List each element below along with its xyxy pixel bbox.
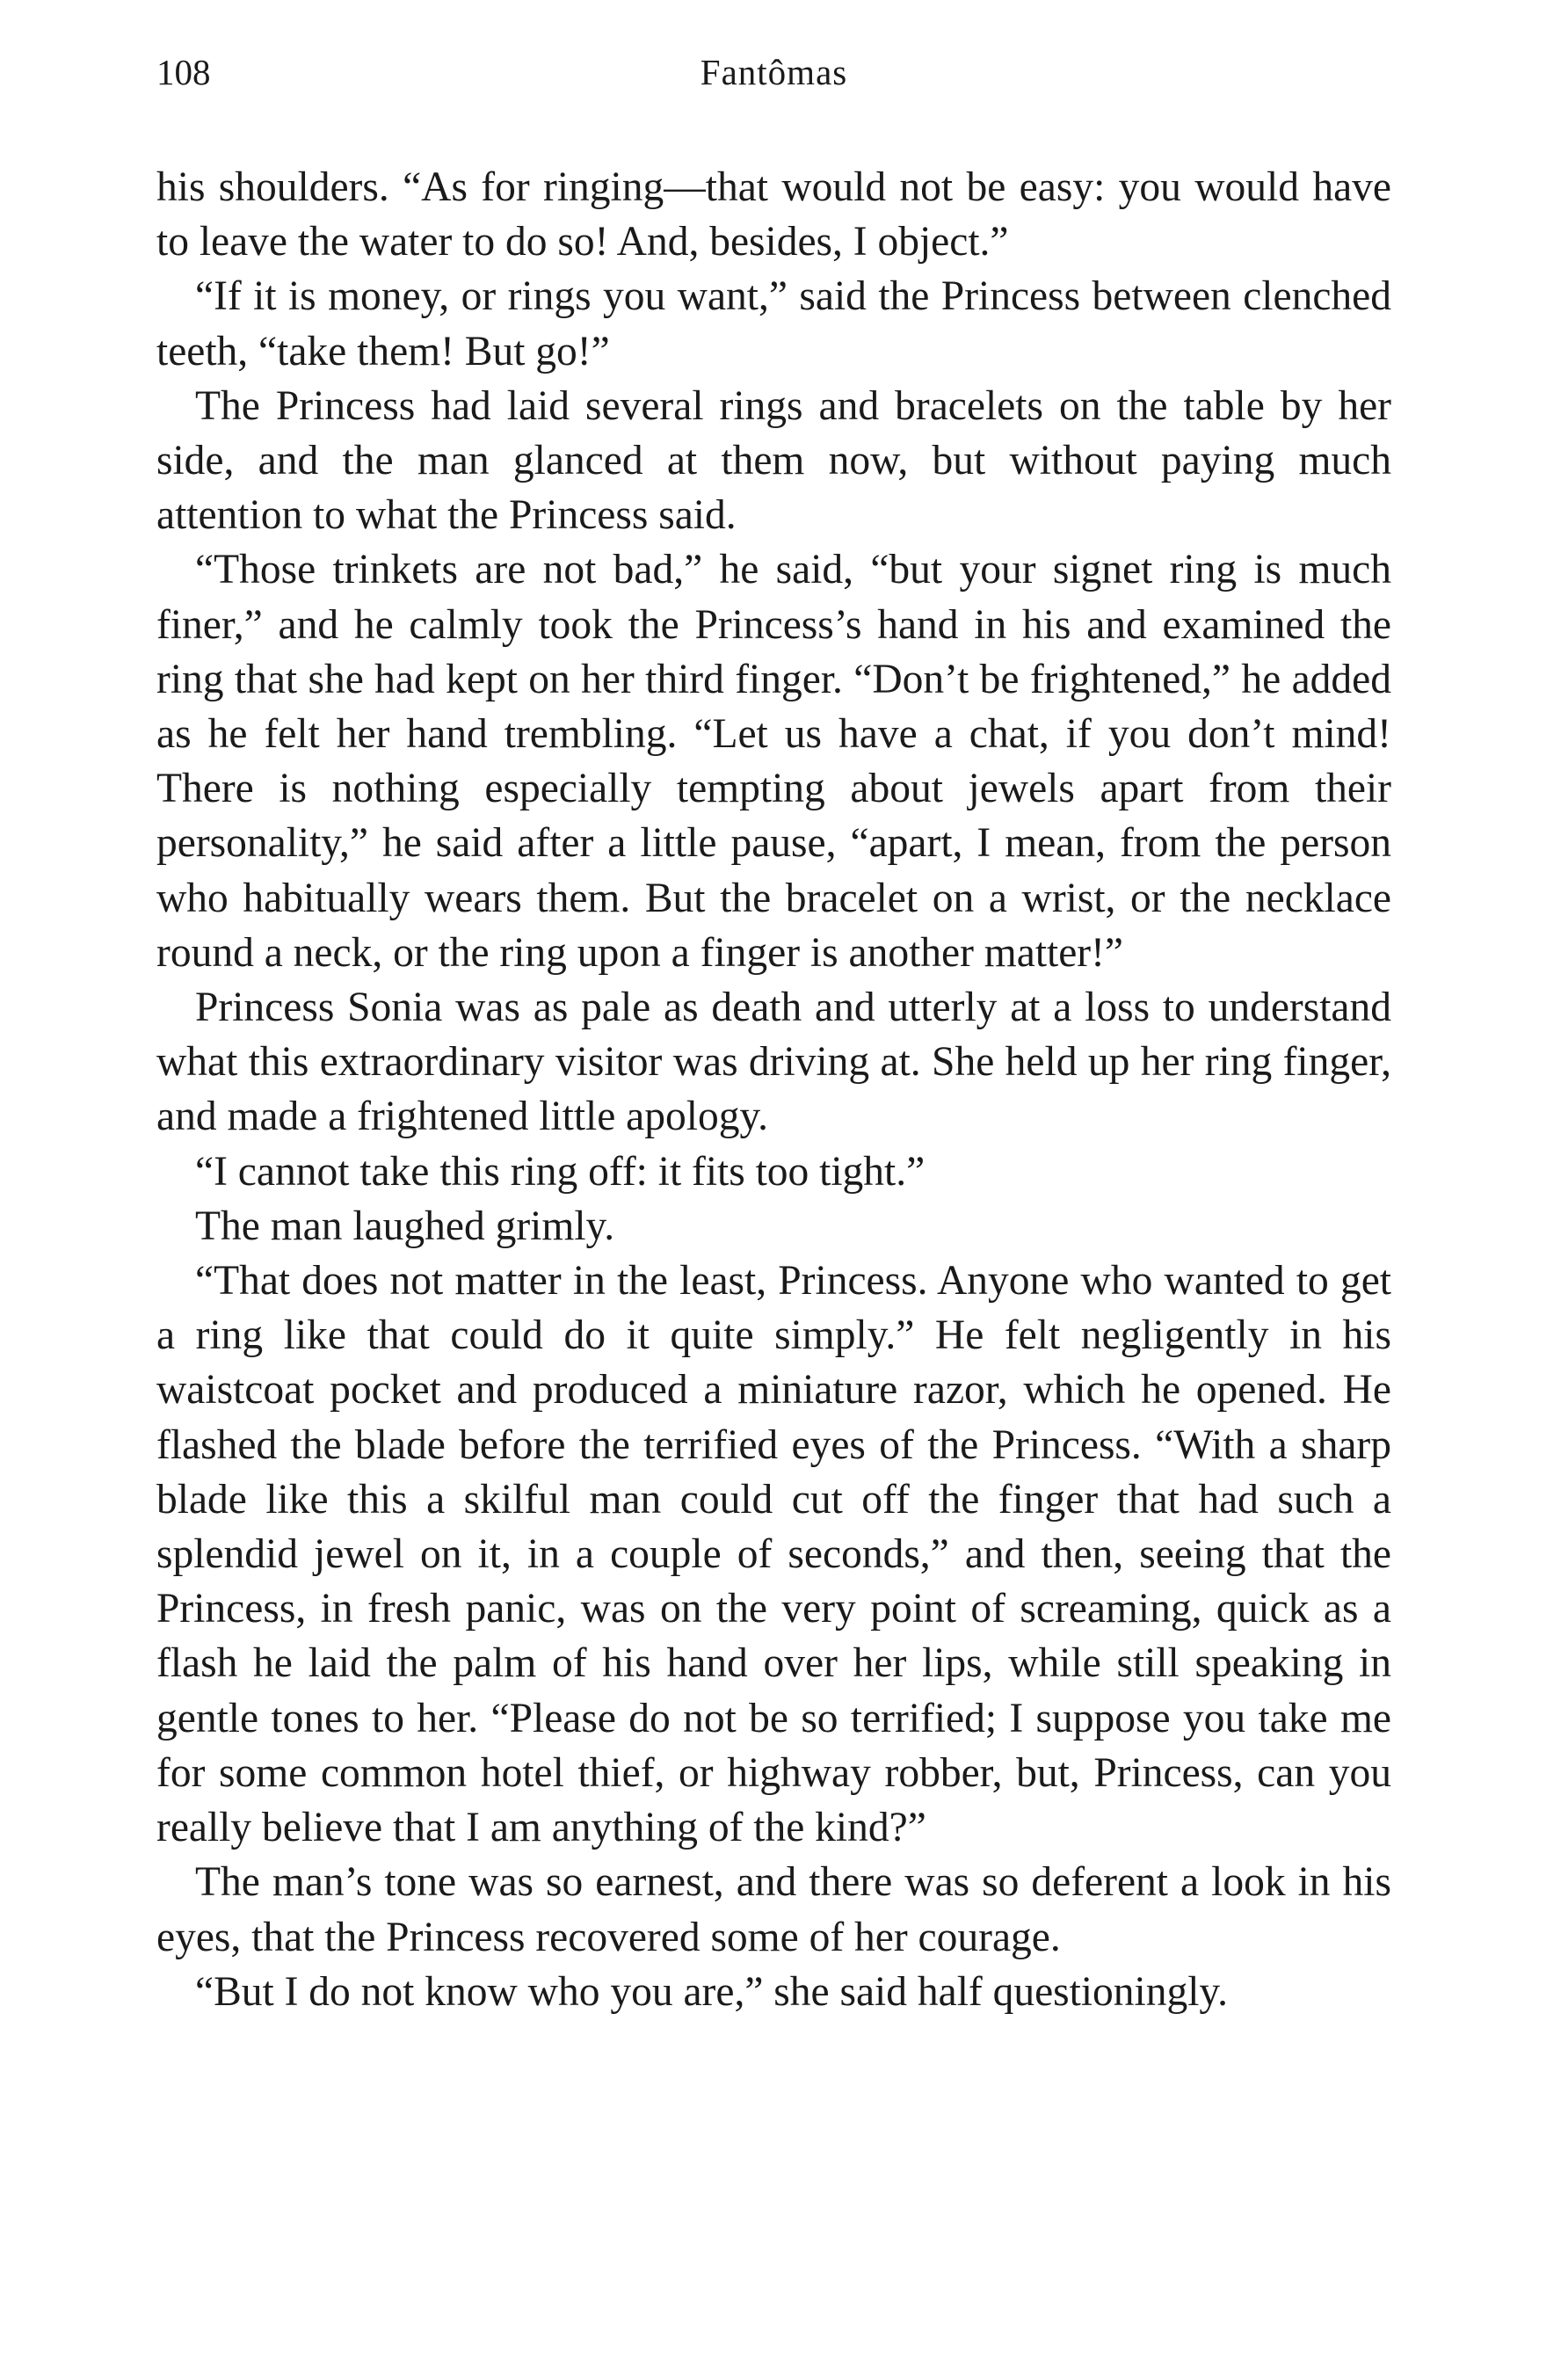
paragraph-2: “If it is money, or rings you want,” said the Princess between clenched teeth, “take them! But go!” bbox=[156, 273, 1391, 374]
paragraph-5: Princess Sonia was as pale as death and utterly at a loss to understand what this extraordinary visitor was driving at. She held up her ring finger, and made a frightened little apology. bbox=[156, 985, 1391, 1140]
paragraph-3: The Princess had laid several rings and bracelets on the table by her side, and the man glanced at them now, but without paying much attention to what the Princess said. bbox=[156, 382, 1391, 539]
body-text bbox=[156, 160, 1391, 2019]
page-header bbox=[156, 46, 1391, 98]
paragraph-6: “I cannot take this ring off: it fits too tight.” bbox=[195, 1148, 926, 1195]
running-title: Fantômas bbox=[700, 52, 848, 92]
paragraph-1: his shoulders. “As for ringing—that would not be easy: you would have to leave the water to do so! And, besides, I object.” bbox=[156, 164, 1391, 265]
paragraph-9: The man’s tone was so earnest, and there was so deferent a look in his eyes, that the Princess recovered some of her courage. bbox=[156, 1859, 1391, 1960]
paragraph-7: The man laughed grimly. bbox=[195, 1203, 615, 1249]
paragraph-4: “Those trinkets are not bad,” he said, “but your signet ring is much finer,” and he calmly took the Princess’s hand in his and examined the ring that she had kept on her third finger. “Don’t be frightened,” he added as he felt her hand trembling. “Let us have a chat, if you don’t mind! There is nothing especially tempting about jewels apart from their personality,” he said after a little pause, “apart, I mean, from the person who habitually wears them. But the bracelet on a wrist, or the necklace round a neck, or the ring upon a finger is another matter!” bbox=[156, 547, 1391, 976]
paragraph-10: “But I do not know who you are,” she said half questioningly. bbox=[195, 1968, 1228, 2015]
page-number: 108 bbox=[156, 52, 211, 92]
paragraph-8: “That does not matter in the least, Princess. Anyone who wanted to get a ring like that could do it quite simply.” He felt negligently in his waistcoat pocket and produced a miniature razor, which he opened. He flashed the blade before the terrified eyes of the Princess. “With a sharp blade like this a skilful man could cut off the finger that had such a splendid jewel on it, in a couple of seconds,” and then, seeing that the Princess, in fresh panic, was on the very point of screaming, quick as a flash he laid the palm of his hand over her lips, while still speaking in gentle tones to her. “Please do not be so terrified; I suppose you take me for some common hotel thief, or highway robber, but, Princess, can you really believe that I am anything of the kind?” bbox=[156, 1258, 1391, 1851]
